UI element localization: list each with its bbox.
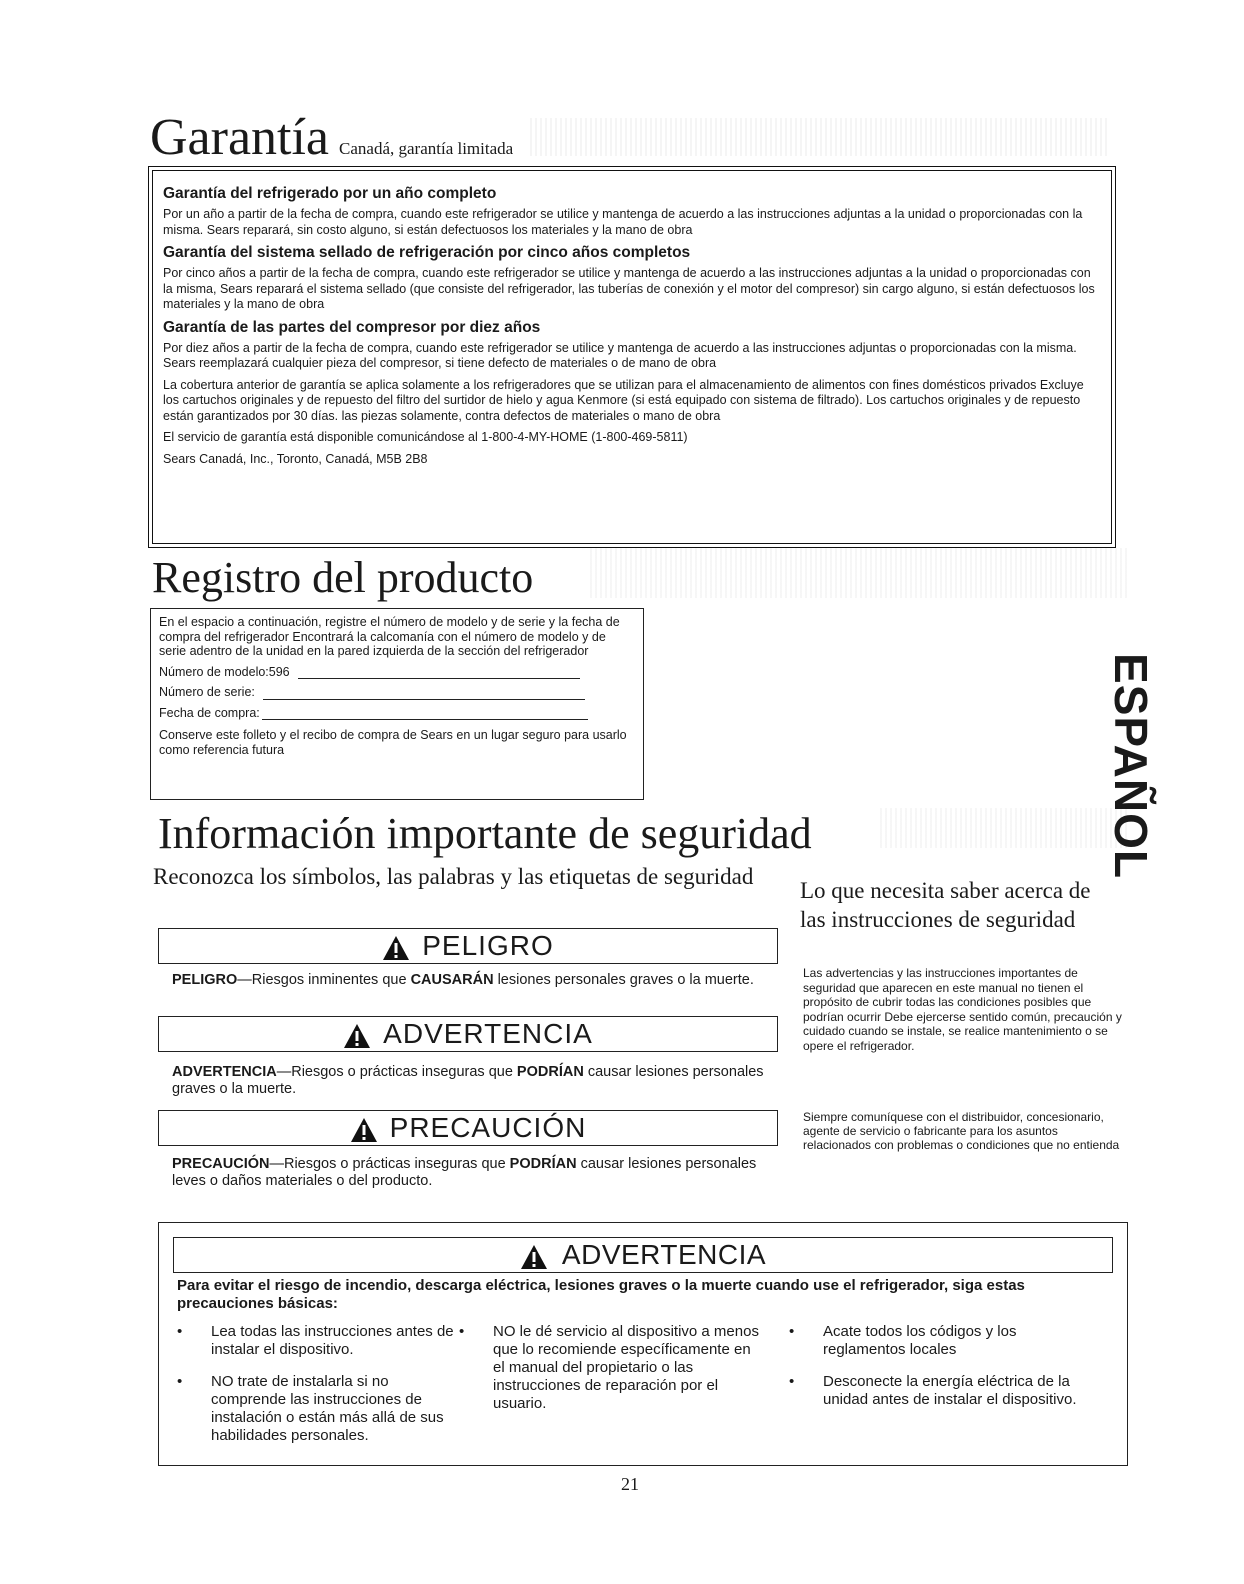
precaucion-signal — [158, 1110, 778, 1146]
registro-box — [150, 608, 644, 800]
bottom-advertencia-signal — [173, 1237, 1113, 1273]
safety-contact-text: Siempre comuníquese con el distribuidor, concesionario, agente de servicio o fabricante para los asuntos relacionados con problemas o condiciones que no entienda — [803, 1110, 1120, 1152]
safety-info-text: Las advertencias y las instrucciones importantes de seguridad que aparecen en este manual no tienen el propósito de cubrir todas las condiciones posibles que podrían ocurrir Debe ejercerse sentido común, precaución y cuidado cuando se instale, se realice mantenimiento o se opere el refrigerador. — [803, 966, 1122, 1053]
language-tab-label: ESPAÑOL — [1105, 653, 1157, 879]
safety-info-heading: Lo que necesita saber acerca de las instrucciones de seguridad — [800, 878, 1091, 932]
purchase-date-line[interactable] — [262, 707, 588, 720]
serial-number-line[interactable] — [263, 687, 585, 700]
warranty-service: El servicio de garantía está disponible comunicándose al 1-800-4-MY-HOME (1-800-469-5811) — [163, 430, 688, 444]
precaution-item: • Acate todos los códigos y los reglamentos locales — [789, 1323, 1079, 1359]
model-number-label: Número de modelo:596 — [159, 664, 290, 679]
scan-texture — [880, 808, 1130, 848]
peligro-label: PELIGRO — [422, 930, 554, 961]
precaucion-word: PRECAUCIÓN — [172, 1156, 270, 1172]
purchase-date-field[interactable] — [159, 706, 635, 721]
scan-texture — [530, 118, 1110, 156]
bottom-advertencia-label: ADVERTENCIA — [561, 1239, 767, 1270]
warranty-heading-1: Garantía del refrigerado por un año completo — [163, 185, 497, 202]
advertencia-signal — [158, 1016, 778, 1052]
peligro-strong: CAUSARÁN — [410, 972, 494, 988]
seguridad-subtitle: Reconozca los símbolos, las palabras y las etiquetas de seguridad — [153, 864, 754, 889]
precaution-item: • NO le dé servicio al dispositivo a menos que lo recomiende específicamente en el manual del propietario o las instrucciones de reparación por el usuario. — [459, 1323, 759, 1413]
garantia-subtitle: Canadá, garantía limitada — [339, 139, 514, 158]
warning-triangle-icon — [382, 935, 410, 961]
warranty-text-1: Por un año a partir de la fecha de compra, cuando este refrigerador se utilice y mantenga de acuerdo a las instrucciones adjuntas a la unidad o proporcionadas con la misma. Sears reparará, sin costo alguno, si están defectuosos los materiales y la mano de obra — [163, 207, 1083, 237]
serial-number-label: Número de serie: — [159, 685, 255, 699]
seguridad-title: Información importante de seguridad — [158, 809, 812, 858]
precautions-column-2 — [459, 1323, 759, 1427]
precaucion-text-b: causar lesiones personales leves o daños materiales o del producto. — [172, 1156, 757, 1189]
advertencia-strong: PODRÍAN — [516, 1064, 584, 1080]
precaucion-text-a: —Riesgos o prácticas inseguras que — [269, 1156, 510, 1172]
advertencia-word: ADVERTENCIA — [172, 1064, 277, 1080]
precaution-item: • NO trate de instalarla si no comprende las instrucciones de instalación o están más allá de sus habilidades personales. — [177, 1373, 467, 1445]
peligro-signal — [158, 928, 778, 964]
serial-number-field[interactable] — [159, 685, 635, 700]
advertencia-label: ADVERTENCIA — [383, 1018, 593, 1049]
precaucion-label: PRECAUCIÓN — [389, 1112, 587, 1143]
warning-triangle-icon — [350, 1117, 378, 1143]
peligro-text-a: —Riesgos inminentes que — [237, 972, 411, 988]
warranty-address: Sears Canadá, Inc., Toronto, Canadá, M5B 2B8 — [163, 451, 428, 466]
precaution-item: • Lea todas las instrucciones antes de instalar el dispositivo. — [177, 1323, 467, 1359]
warranty-coverage: La cobertura anterior de garantía se aplica solamente a los refrigeradores que se utilizan para el almacenamiento de alimentos con fines domésticos privados Excluye los cartuchos originales y de repuesto del filtro del surtidor de hielo y agua Kenmore (si está equipado con sistema de filtrado). Los cartuchos originales y de repuesto están garantizados por 30 días. las piezas solamente, contra defectos de materiales o mano de obra — [163, 377, 1084, 423]
precaucion-strong: PODRÍAN — [509, 1156, 577, 1172]
garantia-title-text: Garantía — [150, 109, 330, 166]
registro-title: Registro del producto — [152, 553, 534, 602]
peligro-description — [172, 972, 782, 989]
precaution-item: • Desconecte la energía eléctrica de la unidad antes de instalar el dispositivo. — [789, 1373, 1079, 1409]
warranty-text-2: Por cinco años a partir de la fecha de compra, cuando este refrigerador se utilice y mantenga de acuerdo a las instrucciones adjuntas a la unidad o proporcionadas con la misma, Sears reparará el sistema sellado (que consiste del refrigerador, las tuberías de conexión y el motor del compresor) sin cargo alguno, si están defectuosos los materiales y la mano de obra — [163, 266, 1095, 311]
precautions-column-1 — [177, 1323, 467, 1459]
precaucion-description — [172, 1156, 782, 1190]
bottom-warning-box — [158, 1222, 1128, 1466]
language-tab — [1105, 646, 1157, 886]
registro-intro: En el espacio a continuación, registre el número de modelo y de serie y la fecha de compra del refrigerador Encontrará la calcomanía con el número de modelo y de serie adentro de la unidad en la pared izquierda de la sección del refrigerador — [159, 615, 620, 658]
warranty-heading-3: Garantía de las partes del compresor por diez años — [163, 318, 541, 336]
page-number: 21 — [621, 1474, 639, 1494]
model-number-line[interactable] — [298, 666, 580, 679]
scan-texture — [590, 548, 1130, 598]
model-number-field[interactable] — [159, 665, 635, 680]
registro-note: Conserve este folleto y el recibo de compra de Sears en un lugar seguro para usarlo como referencia futura — [159, 728, 627, 757]
advertencia-text-a: —Riesgos o prácticas inseguras que — [276, 1064, 517, 1080]
peligro-text-b: lesiones personales graves o la muerte. — [493, 972, 754, 988]
bottom-warning-intro: Para evitar el riesgo de incendio, descarga eléctrica, lesiones graves o la muerte cuando use el refrigerador, siga estas precauciones básicas: — [177, 1277, 1025, 1312]
warning-triangle-icon — [520, 1244, 548, 1270]
precautions-column-3 — [789, 1323, 1079, 1423]
advertencia-text-b: causar lesiones personales graves o la muerte. — [172, 1064, 764, 1097]
warning-triangle-icon — [343, 1023, 371, 1049]
warranty-text-3: Por diez años a partir de la fecha de compra, cuando este refrigerador se utilice y mantenga de acuerdo a las instrucciones adjuntas o proporcionadas con la misma. Sears reemplazará cualquier pieza del compresor, si tiene defecto de materiales o de mano de obra — [163, 340, 1077, 370]
advertencia-description — [172, 1064, 782, 1098]
peligro-word: PELIGRO — [172, 972, 238, 988]
purchase-date-label: Fecha de compra: — [159, 705, 260, 720]
warranty-box — [148, 166, 1116, 548]
warranty-heading-2: Garantía del sistema sellado de refrigeración por cinco años completos — [163, 244, 691, 261]
